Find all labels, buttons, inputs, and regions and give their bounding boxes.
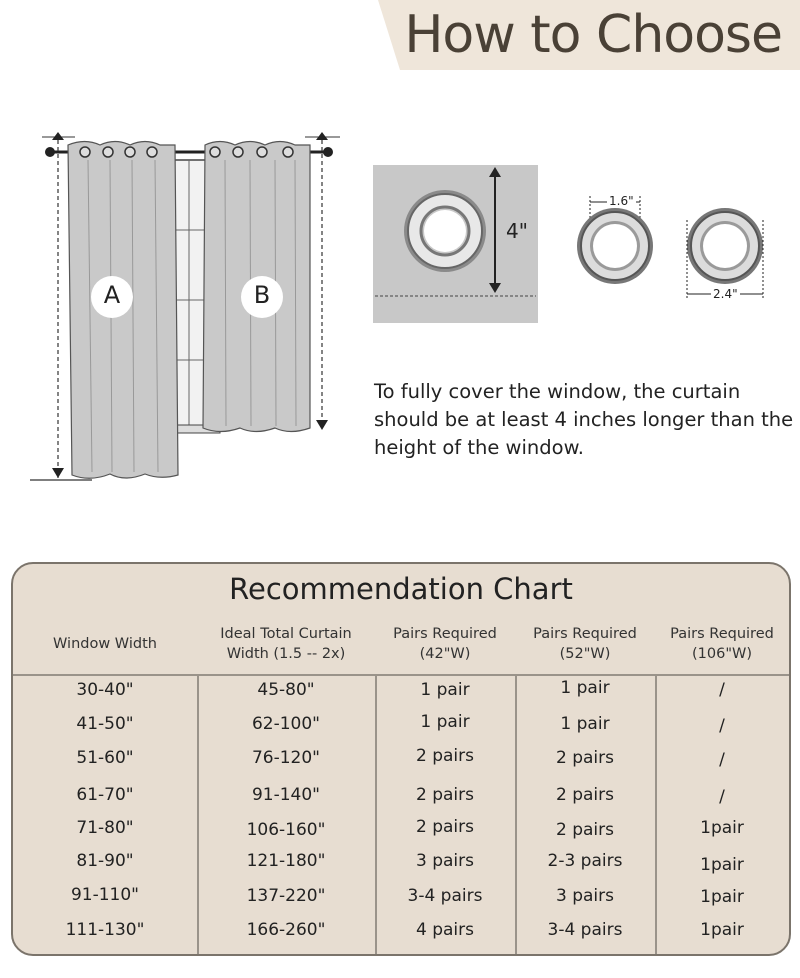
page-title: How to Choose (404, 5, 782, 65)
cell-window-width: 81-90" (76, 851, 134, 871)
cell-window-width: 30-40" (76, 680, 134, 700)
cell-pairs-106: 1pair (700, 887, 744, 907)
cell-pairs-42: 4 pairs (416, 920, 474, 940)
cell-pairs-42: 2 pairs (416, 746, 474, 766)
chart-title: Recommendation Chart (229, 572, 573, 606)
cell-ideal-width: 62-100" (251, 714, 321, 734)
cell-ideal-width: 137-220" (246, 886, 326, 906)
inner-diameter-label: 1.6" (609, 194, 634, 208)
cell-window-width: 91-110" (70, 885, 140, 905)
cell-pairs-52: 2 pairs (556, 820, 614, 840)
cell-pairs-52: 1 pair (560, 678, 610, 698)
cell-ideal-width: 76-120" (251, 748, 321, 768)
cell-ideal-width: 166-260" (246, 920, 326, 940)
cell-pairs-106: / (719, 680, 725, 700)
header-window-width: Window Width (53, 636, 157, 652)
cell-pairs-42: 2 pairs (416, 817, 474, 837)
outer-diameter-label: 2.4" (713, 287, 738, 301)
cell-pairs-106: / (719, 750, 725, 770)
cell-pairs-42: 2 pairs (416, 785, 474, 805)
grommet-height-label: 4" (506, 219, 528, 243)
cell-window-width: 111-130" (65, 920, 145, 940)
cell-pairs-42: 3-4 pairs (407, 886, 483, 906)
cell-ideal-width: 45-80" (257, 680, 315, 700)
cell-window-width: 61-70" (76, 785, 134, 805)
recommendation-chart (11, 562, 791, 956)
cell-pairs-106: / (719, 787, 725, 807)
cell-pairs-106: 1pair (700, 818, 744, 838)
header-banner (0, 0, 800, 70)
header-pairs-106: Pairs Required (106"W) (670, 626, 774, 662)
cell-window-width: 41-50" (76, 714, 134, 734)
cell-pairs-52: 3-4 pairs (547, 920, 623, 940)
grommet-close-up (373, 165, 538, 323)
cell-pairs-106: / (719, 716, 725, 736)
cell-ideal-width: 106-160" (246, 820, 326, 840)
cell-pairs-42: 1 pair (420, 680, 470, 700)
cell-pairs-106: 1pair (700, 920, 744, 940)
cell-pairs-52: 2 pairs (556, 748, 614, 768)
cell-pairs-42: 3 pairs (416, 851, 474, 871)
sizing-note: To fully cover the window, the curtain should be at least 4 inches longer than the height of the window. (374, 380, 794, 459)
cell-pairs-42: 1 pair (420, 712, 470, 732)
cell-pairs-52: 1 pair (560, 714, 610, 734)
cell-window-width: 71-80" (76, 818, 134, 838)
cell-ideal-width: 121-180" (246, 851, 326, 871)
cell-pairs-52: 2 pairs (556, 785, 614, 805)
cell-window-width: 51-60" (76, 748, 134, 768)
grommet-rings (570, 190, 780, 310)
cell-pairs-106: 1pair (700, 855, 744, 875)
cell-pairs-52: 3 pairs (556, 886, 614, 906)
header-pairs-42: Pairs Required (42"W) (393, 626, 497, 662)
cell-ideal-width: 91-140" (251, 785, 321, 805)
panel-a-label: A (103, 281, 121, 309)
header-ideal-width: Ideal Total Curtain Width (1.5 -- 2x) (220, 626, 352, 662)
header-divider (13, 674, 789, 676)
curtain-illustration (0, 120, 350, 500)
panel-b-label: B (253, 281, 271, 309)
header-pairs-52: Pairs Required (52"W) (533, 626, 637, 662)
cell-pairs-52: 2-3 pairs (547, 851, 623, 871)
